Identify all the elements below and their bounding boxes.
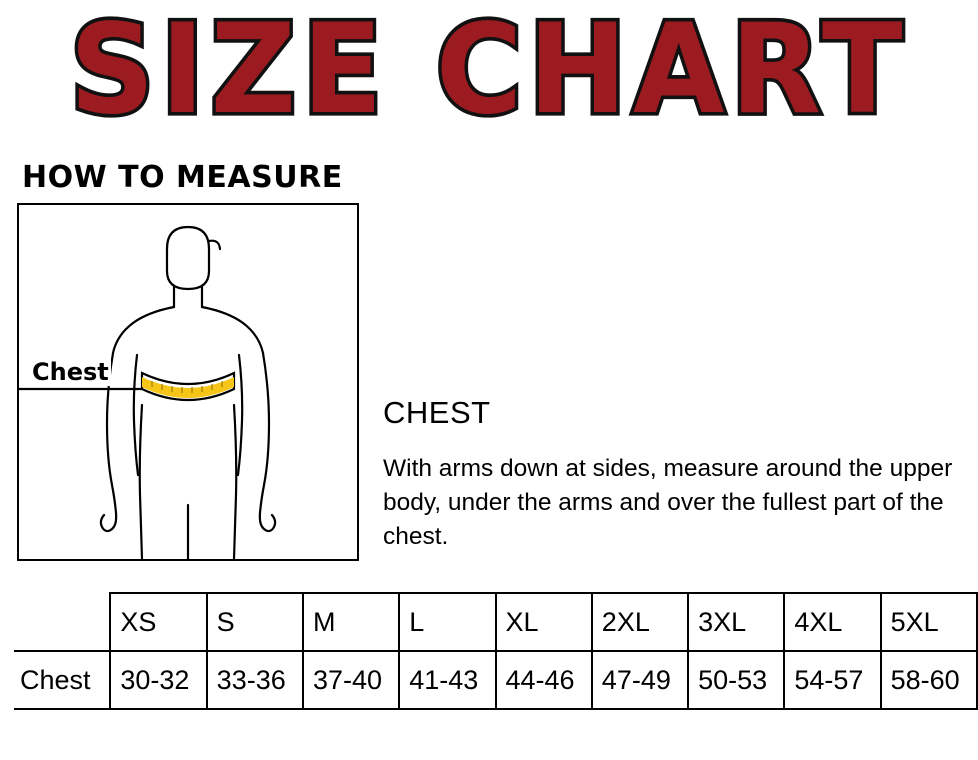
table-cell-chest-5xl: 58-60	[881, 651, 977, 709]
page-title: SIZE CHART	[69, 0, 909, 142]
how-to-measure-heading: HOW TO MEASURE	[22, 160, 343, 195]
size-table	[14, 592, 978, 710]
table-header-cell-3xl: 3XL	[688, 593, 784, 651]
table-cell-chest-2xl: 47-49	[592, 651, 688, 709]
table-header-cell-4xl: 4XL	[784, 593, 880, 651]
title-banner	[0, 0, 978, 150]
table-header-cell-l: L	[399, 593, 495, 651]
table-cell-chest-s: 33-36	[207, 651, 303, 709]
table-header-cell-xs: XS	[110, 593, 206, 651]
table-header-row	[14, 593, 977, 651]
chest-tape	[142, 373, 234, 400]
description-title: CHEST	[383, 395, 491, 430]
table-row	[14, 651, 977, 709]
table-header-cell-m: M	[303, 593, 399, 651]
table-header-cell-5xl: 5XL	[881, 593, 977, 651]
table-header-cell-s: S	[207, 593, 303, 651]
table-cell-chest-m: 37-40	[303, 651, 399, 709]
table-cell-chest-3xl: 50-53	[688, 651, 784, 709]
table-cell-chest-l: 41-43	[399, 651, 495, 709]
description-body: With arms down at sides, measure around the upper body, under the arms and over the fullest part of the chest.	[383, 455, 953, 550]
table-cell-chest-xl: 44-46	[496, 651, 592, 709]
chest-figure-label: Chest	[32, 358, 109, 386]
table-cell-chest-xs: 30-32	[110, 651, 206, 709]
table-row-label-chest: Chest	[14, 651, 110, 709]
table-header-cell-xl: XL	[496, 593, 592, 651]
table-header-cell-2xl: 2XL	[592, 593, 688, 651]
table-cell-chest-4xl: 54-57	[784, 651, 880, 709]
table-corner-cell	[14, 593, 110, 651]
